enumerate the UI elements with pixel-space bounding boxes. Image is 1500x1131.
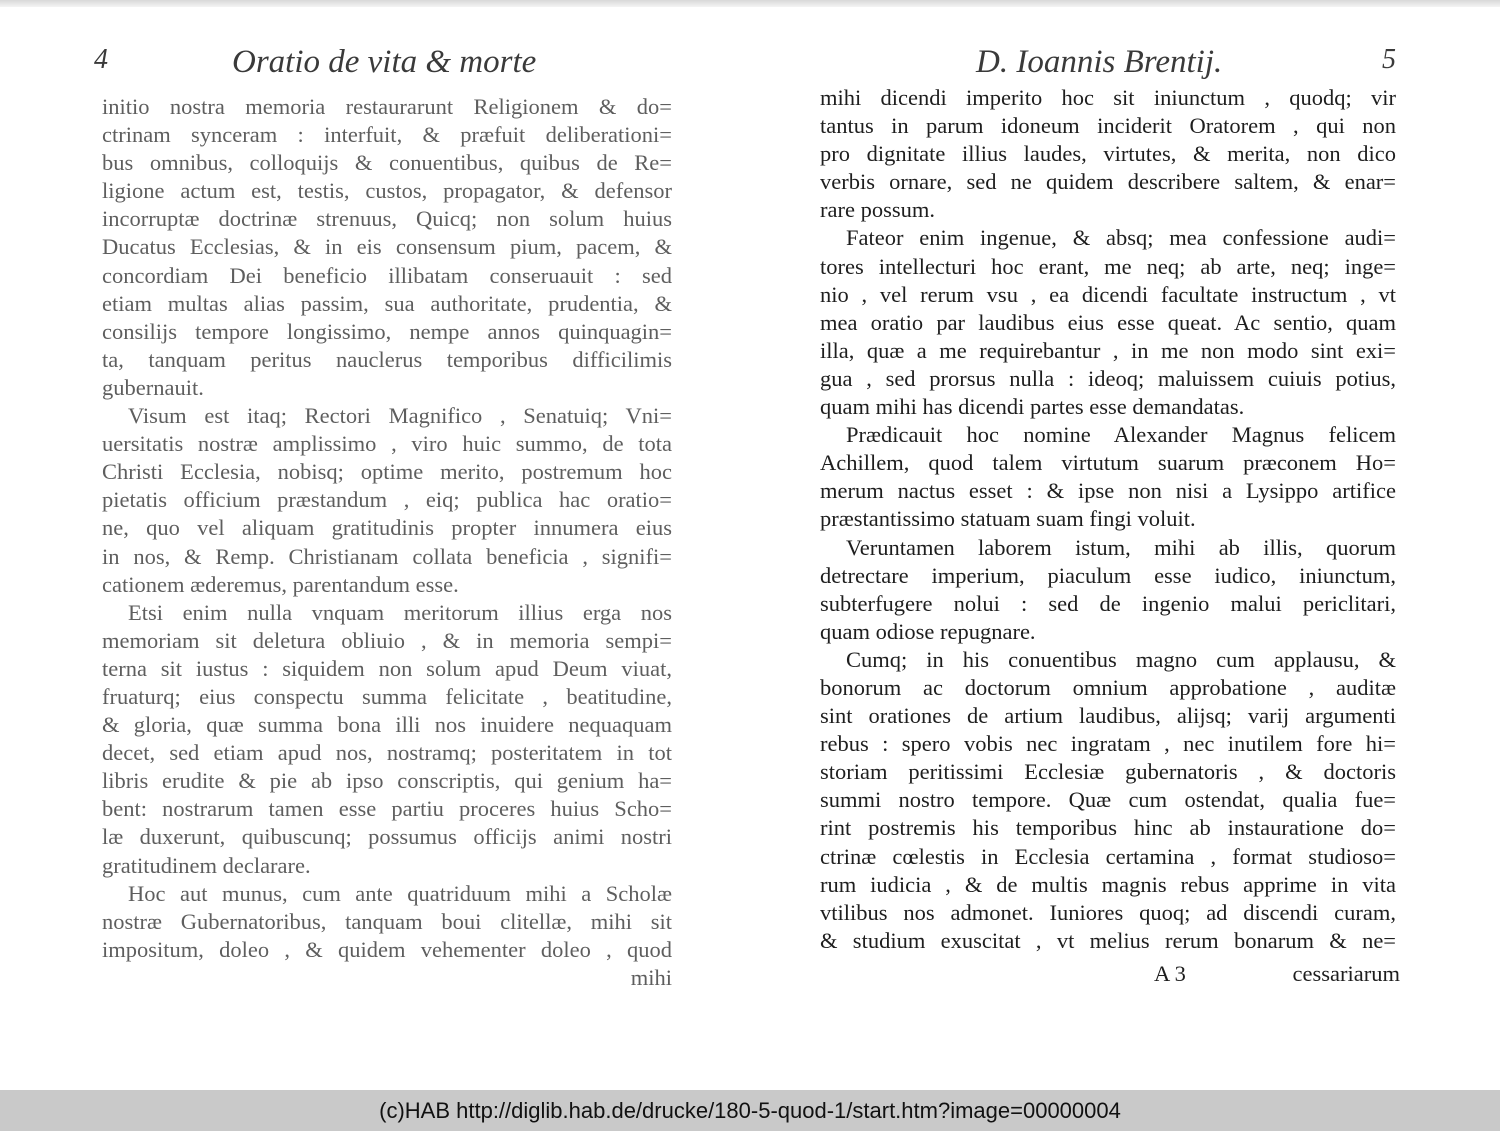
right-catchword: cessariarum [1292, 961, 1400, 986]
text-line: gubernauit. [102, 374, 204, 400]
text-line: pro dignitate illius laudes, virtutes, & merita, non dico [820, 141, 1396, 167]
text-line: impositum, doleo , & quidem vehementer doleo , quod [102, 936, 672, 962]
text-line: consilijs tempore longissimo, nempe annos quinquagin= [102, 318, 672, 344]
footer-url-text: (c)HAB http://diglib.hab.de/drucke/180-5-quod-1/start.htm?image=00000004 [379, 1097, 1121, 1123]
text-line: rint postremis his temporibus hinc ab instauratione do= [820, 815, 1396, 841]
right-page-number: 5 [1382, 44, 1396, 75]
left-running-head: Oratio de vita & morte [232, 44, 537, 80]
text-line: detrectare imperium, piaculum esse iudico, iniunctum, [820, 562, 1396, 588]
text-line: Hoc aut munus, cum ante quatriduum mihi a Scholæ [128, 880, 672, 906]
text-line: fruaturq; eius conspectu summa felicitate , beatitudine, [102, 683, 672, 709]
text-line: tores intellecturi hoc erant, me neq; ab arte, neq; inge= [820, 253, 1396, 279]
text-line: Christi Ecclesia, nobisq; optime merito, postremum hoc [102, 459, 672, 485]
text-line: storiam peritissimi Ecclesiæ gubernatoris , & doctoris [820, 759, 1396, 785]
text-line: memoriam sit deletura obliuio , & in memoria sempi= [102, 627, 672, 653]
right-text-block [820, 84, 1396, 955]
text-line: in nos, & Remp. Christianam collata beneficia , signifi= [102, 543, 672, 569]
text-line: nostræ Gubernatoribus, tanquam boui clitellæ, mihi sit [102, 908, 672, 934]
text-line: Fateor enim ingenue, & absq; mea confessione audi= [846, 225, 1396, 251]
left-page-number: 4 [94, 44, 108, 75]
right-running-head: D. Ioannis Brentij. [976, 44, 1223, 80]
text-line: incorruptæ doctrinæ strenuus, Quicq; non solum huius [102, 206, 672, 232]
text-line: initio nostra memoria restaurarunt Religionem & do= [102, 94, 672, 119]
text-line: decet, sed etiam apud nos, nostramq; posteritatem in tot [102, 740, 672, 766]
text-line: ctrinam synceram : interfuit, & præfuit deliberationi= [102, 122, 672, 148]
text-line: rebus : spero vobis nec ingratam , nec inutilem fore hi= [820, 731, 1396, 757]
text-line: Cumq; in his conuentibus magno cum applausu, & [846, 646, 1396, 672]
text-line: sint orationes de artium laudibus, alijsq; varij argumenti [820, 703, 1396, 729]
text-line: præstantissimo statuam suam fingi voluit. [820, 506, 1196, 532]
text-line: Achillem, quod talem virtutum suarum præconem Ho= [820, 450, 1396, 476]
text-line: ctrinæ cœlestis in Ecclesia certamina , format studioso= [820, 843, 1396, 869]
text-line: & gloria, quæ summa bona illi nos inuidere nequaquam [102, 712, 672, 738]
text-line: ta, tanquam peritus nauclerus temporibus difficilimis [102, 346, 672, 372]
text-line: vtilibus nos admonet. Iuniores quoq; ad discendi curam, [820, 899, 1396, 925]
text-line: mea oratio par laudibus eius esse queat. Ac sentio, quam [820, 309, 1396, 335]
right-page-footer-line [820, 961, 1400, 991]
text-line: Visum est itaq; Rectori Magnifico , Senatuiq; Vni= [128, 403, 672, 429]
text-line: quam odiose repugnare. [820, 618, 1036, 644]
text-line: rare possum. [820, 197, 935, 223]
text-line: etiam multas alias passim, sua authoritate, prudentia, & [102, 290, 672, 316]
signature-mark: A 3 [1154, 961, 1186, 986]
text-line: bent: nostrarum tamen esse partiu proceres huius Scho= [102, 796, 672, 822]
text-line: terna sit iustus : siquidem non solum apud Deum viuat, [102, 655, 672, 681]
left-text-block [102, 93, 672, 992]
text-line: nio , vel rerum vsu , ea dicendi facultate instructum , vt [820, 281, 1396, 307]
text-line: merum nactus esset : & ipse non nisi a Lysippo artifice [820, 478, 1396, 504]
text-line: subterfugere nolui : sed de ingenio malui periclitari, [820, 590, 1396, 616]
text-line: tantus in parum idoneum inciderit Oratorem , qui non [820, 113, 1396, 139]
text-line: gratitudinem declarare. [102, 852, 311, 878]
text-line: mihi dicendi imperito hoc sit iniunctum , quodq; vir [820, 85, 1396, 110]
text-line: gua , sed prorsus nulla : ideoq; maluissem cuiuis potius, [820, 365, 1396, 391]
text-line: illa, quæ a me requirebantur , in me non modo sint exi= [820, 337, 1396, 363]
copyright-footer [0, 1090, 1500, 1131]
text-line: bus omnibus, colloquijs & conuentibus, quibus de Re= [102, 150, 672, 176]
text-line: Veruntamen laborem istum, mihi ab illis, quorum [846, 534, 1396, 560]
text-line: ligione actum est, testis, custos, propagator, & defensor [102, 178, 672, 204]
text-line: Prædicauit hoc nomine Alexander Magnus felicem [846, 422, 1396, 448]
text-line: summi nostro tempore. Quæ cum ostendat, qualia fue= [820, 787, 1396, 813]
text-line: verbis ornare, sed ne quidem describere saltem, & enar= [820, 169, 1396, 195]
text-line: læ duxerunt, quibuscunq; possumus officijs animi nostri [102, 824, 672, 850]
text-line: & studium exuscitat , vt melius rerum bonarum & ne= [820, 927, 1396, 953]
text-line: bonorum ac doctorum omnium approbatione , auditæ [820, 674, 1396, 700]
text-line: rum iudicia , & de multis magnis rebus apprime in vita [820, 871, 1396, 897]
text-line: pietatis officium præstandum , eiq; publica hac oratio= [102, 487, 672, 513]
text-line: concordiam Dei beneficio illibatam conseruauit : sed [102, 262, 672, 288]
text-line: Ducatus Ecclesias, & in eis consensum pium, pacem, & [102, 234, 672, 260]
text-line: uersitatis nostræ amplissimo , viro huic summo, de tota [102, 431, 672, 457]
left-catchword: mihi [630, 964, 672, 990]
text-line: quam mihi has dicendi partes esse demandatas. [820, 394, 1245, 420]
text-line: Etsi enim nulla vnquam meritorum illius erga nos [128, 599, 672, 625]
text-line: ne, quo vel aliquam gratitudinis propter innumera eius [102, 515, 672, 541]
text-line: cationem æderemus, parentandum esse. [102, 571, 459, 597]
text-line: libris erudite & pie ab ipso conscriptis, qui genium ha= [102, 768, 672, 794]
